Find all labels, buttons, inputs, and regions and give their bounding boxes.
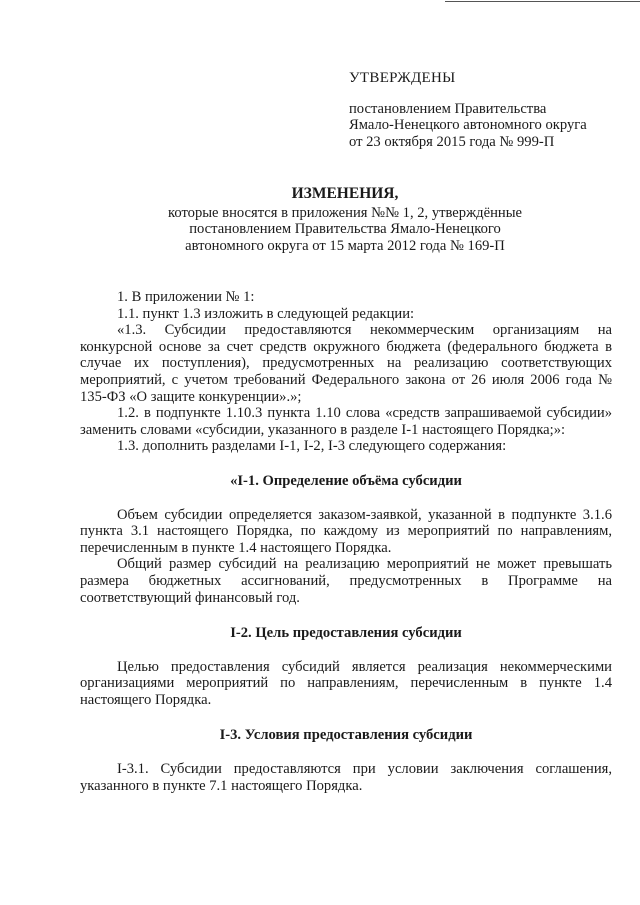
approval-line: Ямало-Ненецкого автономного округа	[349, 117, 587, 134]
top-rule	[445, 1, 640, 2]
paragraph-1-3-text: «1.3. Субсидии предоставляются некоммерческим организациям на конкурсной основе за счет средств окружного бюджета (федерального бюджета в случае их поступления), предусмотренных на реализацию соответствующих мероприятий, с учетом требований Федерального закона от 26 июля 2006 года № 135-ФЗ «О защите конкуренции».»;	[80, 322, 612, 405]
title-subline: автономного округа от 15 марта 2012 года № 169-П	[185, 237, 505, 254]
paragraph-volume: Объем субсидии определяется заказом-заявкой, указанной в подпункте 3.1.6 пункта 3.1 настоящего Порядка, по каждому из мероприятий по направлениям, перечисленным в пункте 1.4 настоящего Порядка.	[80, 506, 612, 556]
section-heading-i2: I-2. Цель предоставления субсидии	[230, 625, 462, 642]
paragraph-conditions: I-3.1. Субсидии предоставляются при условии заключения соглашения, указанного в пункте 7.1 настоящего Порядка.	[80, 761, 612, 794]
paragraph-1: 1. В приложении № 1:	[117, 289, 255, 305]
section-heading-i1: «I-1. Определение объёма субсидии	[230, 472, 462, 489]
paragraph-1-2: 1.2. в подпункте 1.10.3 пункта 1.10 слова «средств запрашиваемой субсидии» заменить словами «субсидии, указанного в разделе I-1 настоящего Порядка;»:	[80, 405, 612, 438]
title-subline: которые вносятся в приложения №№ 1, 2, утверждённые	[168, 204, 522, 221]
paragraph-1-3: 1.3. дополнить разделами I-1, I-2, I-3 следующего содержания:	[117, 438, 507, 455]
paragraph-1-1: 1.1. пункт 1.3 изложить в следующей редакции:	[117, 305, 415, 322]
approval-heading: УТВЕРЖДЕНЫ	[349, 70, 456, 86]
document-title: ИЗМЕНЕНИЯ,	[291, 185, 399, 202]
approval-line: от 23 октября 2015 года № 999-П	[349, 133, 555, 150]
title-subline: постановлением Правительства Ямало-Ненецкого	[189, 221, 501, 238]
document-body	[80, 289, 612, 794]
paragraph-limit: Общий размер субсидий на реализацию мероприятий не может превышать размера бюджетных ассигнований, предусмотренных в Программе на соответствующий финансовый год.	[80, 556, 612, 606]
approval-stamp	[349, 70, 629, 150]
section-heading-i3: I-3. Условия предоставления субсидии	[219, 727, 473, 744]
paragraph-purpose: Целью предоставления субсидий является реализация некоммерческими организациями мероприятий по направлениям, перечисленным в пункте 1.4 настоящего Порядка.	[80, 658, 612, 708]
approval-line: постановлением Правительства	[349, 100, 547, 117]
document-title-block	[150, 186, 540, 254]
